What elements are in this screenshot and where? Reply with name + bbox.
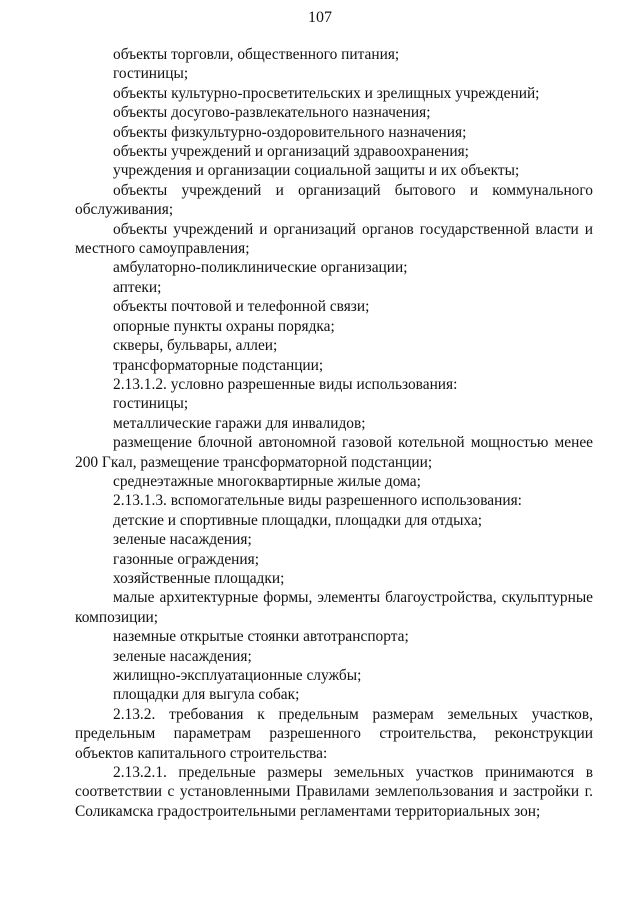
list-item: газонные ограждения; bbox=[113, 550, 259, 568]
list-item: объекты учреждений и организаций бытового и коммунального обслуживания; bbox=[75, 181, 593, 219]
list-item: объекты учреждений и организаций здравоохранения; bbox=[113, 143, 469, 161]
list-item: объекты физкультурно-оздоровительного назначения; bbox=[113, 123, 467, 141]
list-item: трансформаторные подстанции; bbox=[113, 356, 324, 374]
list-item: площадки для выгула собак; bbox=[113, 686, 300, 704]
list-item: объекты досугово-развлекательного назначения; bbox=[113, 104, 431, 122]
list-item: объекты почтовой и телефонной связи; bbox=[113, 298, 370, 316]
list-item: объекты культурно-просветительских и зрелищных учреждений; bbox=[113, 84, 540, 102]
list-item: объекты учреждений и организаций органов государственной власти и местного самоуправления; bbox=[75, 220, 593, 258]
list-item: жилищно-эксплуатационные службы; bbox=[113, 667, 362, 684]
list-item: хозяйственные площадки; bbox=[113, 569, 285, 587]
list-item: опорные пункты охраны порядка; bbox=[113, 317, 335, 335]
section-heading: 2.13.1.2. условно разрешенные виды использования: bbox=[113, 375, 458, 393]
list-item: среднеэтажные многоквартирные жилые дома; bbox=[113, 472, 421, 490]
list-item: амбулаторно-поликлинические организации; bbox=[113, 259, 408, 277]
list-item: гостиницы; bbox=[113, 65, 189, 83]
list-item: наземные открытые стоянки автотранспорта; bbox=[113, 628, 409, 646]
section-heading: 2.13.2. требования к предельным размерам земельных участков, предельным параметрам разрешенного строительства, реконструкции объектов капитального строительства: bbox=[75, 705, 593, 762]
list-item: аптеки; bbox=[113, 278, 162, 296]
list-item: детские и спортивные площадки, площадки для отдыха; bbox=[113, 511, 483, 529]
page-number: 107 bbox=[308, 9, 332, 26]
section-heading: 2.13.1.3. вспомогательные виды разрешенного использования: bbox=[113, 492, 522, 510]
list-item: скверы, бульвары, аллеи; bbox=[113, 337, 278, 355]
list-item: зеленые насаждения; bbox=[113, 531, 252, 549]
list-item: размещение блочной автономной газовой котельной мощностью менее 200 Гкал, размещение трансформаторной подстанции; bbox=[75, 434, 593, 471]
list-item: металлические гаражи для инвалидов; bbox=[113, 414, 366, 432]
list-item: учреждения и организации социальной защиты и их объекты; bbox=[113, 162, 520, 180]
list-item: гостиницы; bbox=[113, 395, 189, 413]
list-item: зеленые насаждения; bbox=[113, 647, 252, 665]
document-body bbox=[75, 45, 593, 821]
section-paragraph: 2.13.2.1. предельные размеры земельных участков принимаются в соответствии с установленными Правилами землепользования и застройки г. Соликамска градостроительными регламентами территориальных зон; bbox=[75, 764, 593, 820]
list-item: объекты торговли, общественного питания; bbox=[113, 46, 400, 63]
list-item: малые архитектурные формы, элементы благоустройства, скульптурные композиции; bbox=[75, 589, 593, 626]
